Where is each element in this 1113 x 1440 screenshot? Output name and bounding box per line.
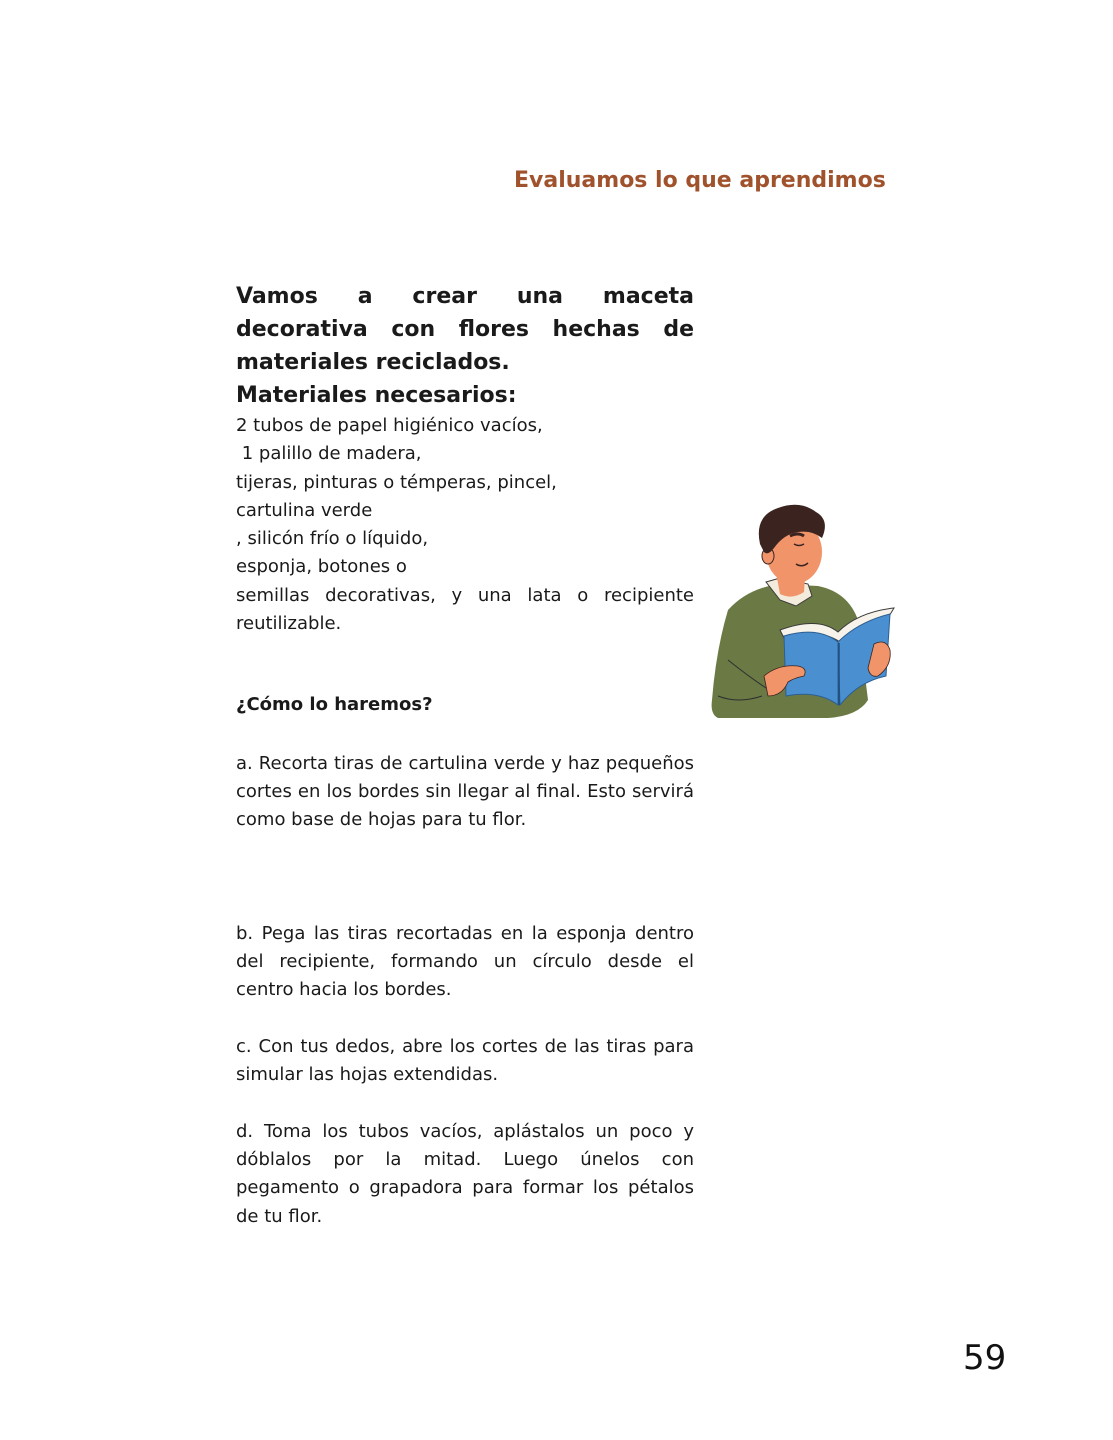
- material-item: semillas decorativas, y una lata o recipiente: [236, 584, 694, 606]
- material-item: 2 tubos de papel higiénico vacíos,: [236, 415, 543, 436]
- material-item: 1 palillo de madera,: [236, 443, 422, 465]
- how-title: ¿Cómo lo haremos?: [236, 694, 433, 715]
- materials-title: Materiales necesarios:: [236, 383, 517, 408]
- activity-intro: Vamos a crear una maceta decorativa con flores hechas de materiales reciclados.: [236, 284, 694, 375]
- material-item: tijeras, pinturas o témperas, pincel,: [236, 471, 557, 493]
- materials-list: [236, 412, 694, 638]
- material-item: reutilizable.: [236, 613, 342, 635]
- step-b: b. Pega las tiras recortadas en la esponja dentro del recipiente, formando un círculo desde el centro hacia los bordes.: [236, 923, 694, 1001]
- section-title: Evaluamos lo que aprendimos: [514, 168, 886, 193]
- material-item: , silicón frío o líquido,: [236, 528, 429, 550]
- page-number: 59: [963, 1338, 1007, 1378]
- step-a: a. Recorta tiras de cartulina verde y haz pequeños cortes en los bordes sin llegar al final. Esto servirá como base de hojas para tu flor.: [236, 753, 694, 831]
- step-c: c. Con tus dedos, abre los cortes de las tiras para simular las hojas extendidas.: [236, 1036, 694, 1086]
- step-d: d. Toma los tubos vacíos, aplástalos un poco y dóblalos por la mitad. Luego únelos con pegamento o grapadora para formar los pétalos de tu flor.: [236, 1121, 694, 1227]
- material-item: cartulina verde: [236, 499, 373, 521]
- activity-content: [236, 280, 694, 638]
- material-item: esponja, botones o: [236, 556, 407, 578]
- person-reading-book-illustration: [708, 500, 898, 722]
